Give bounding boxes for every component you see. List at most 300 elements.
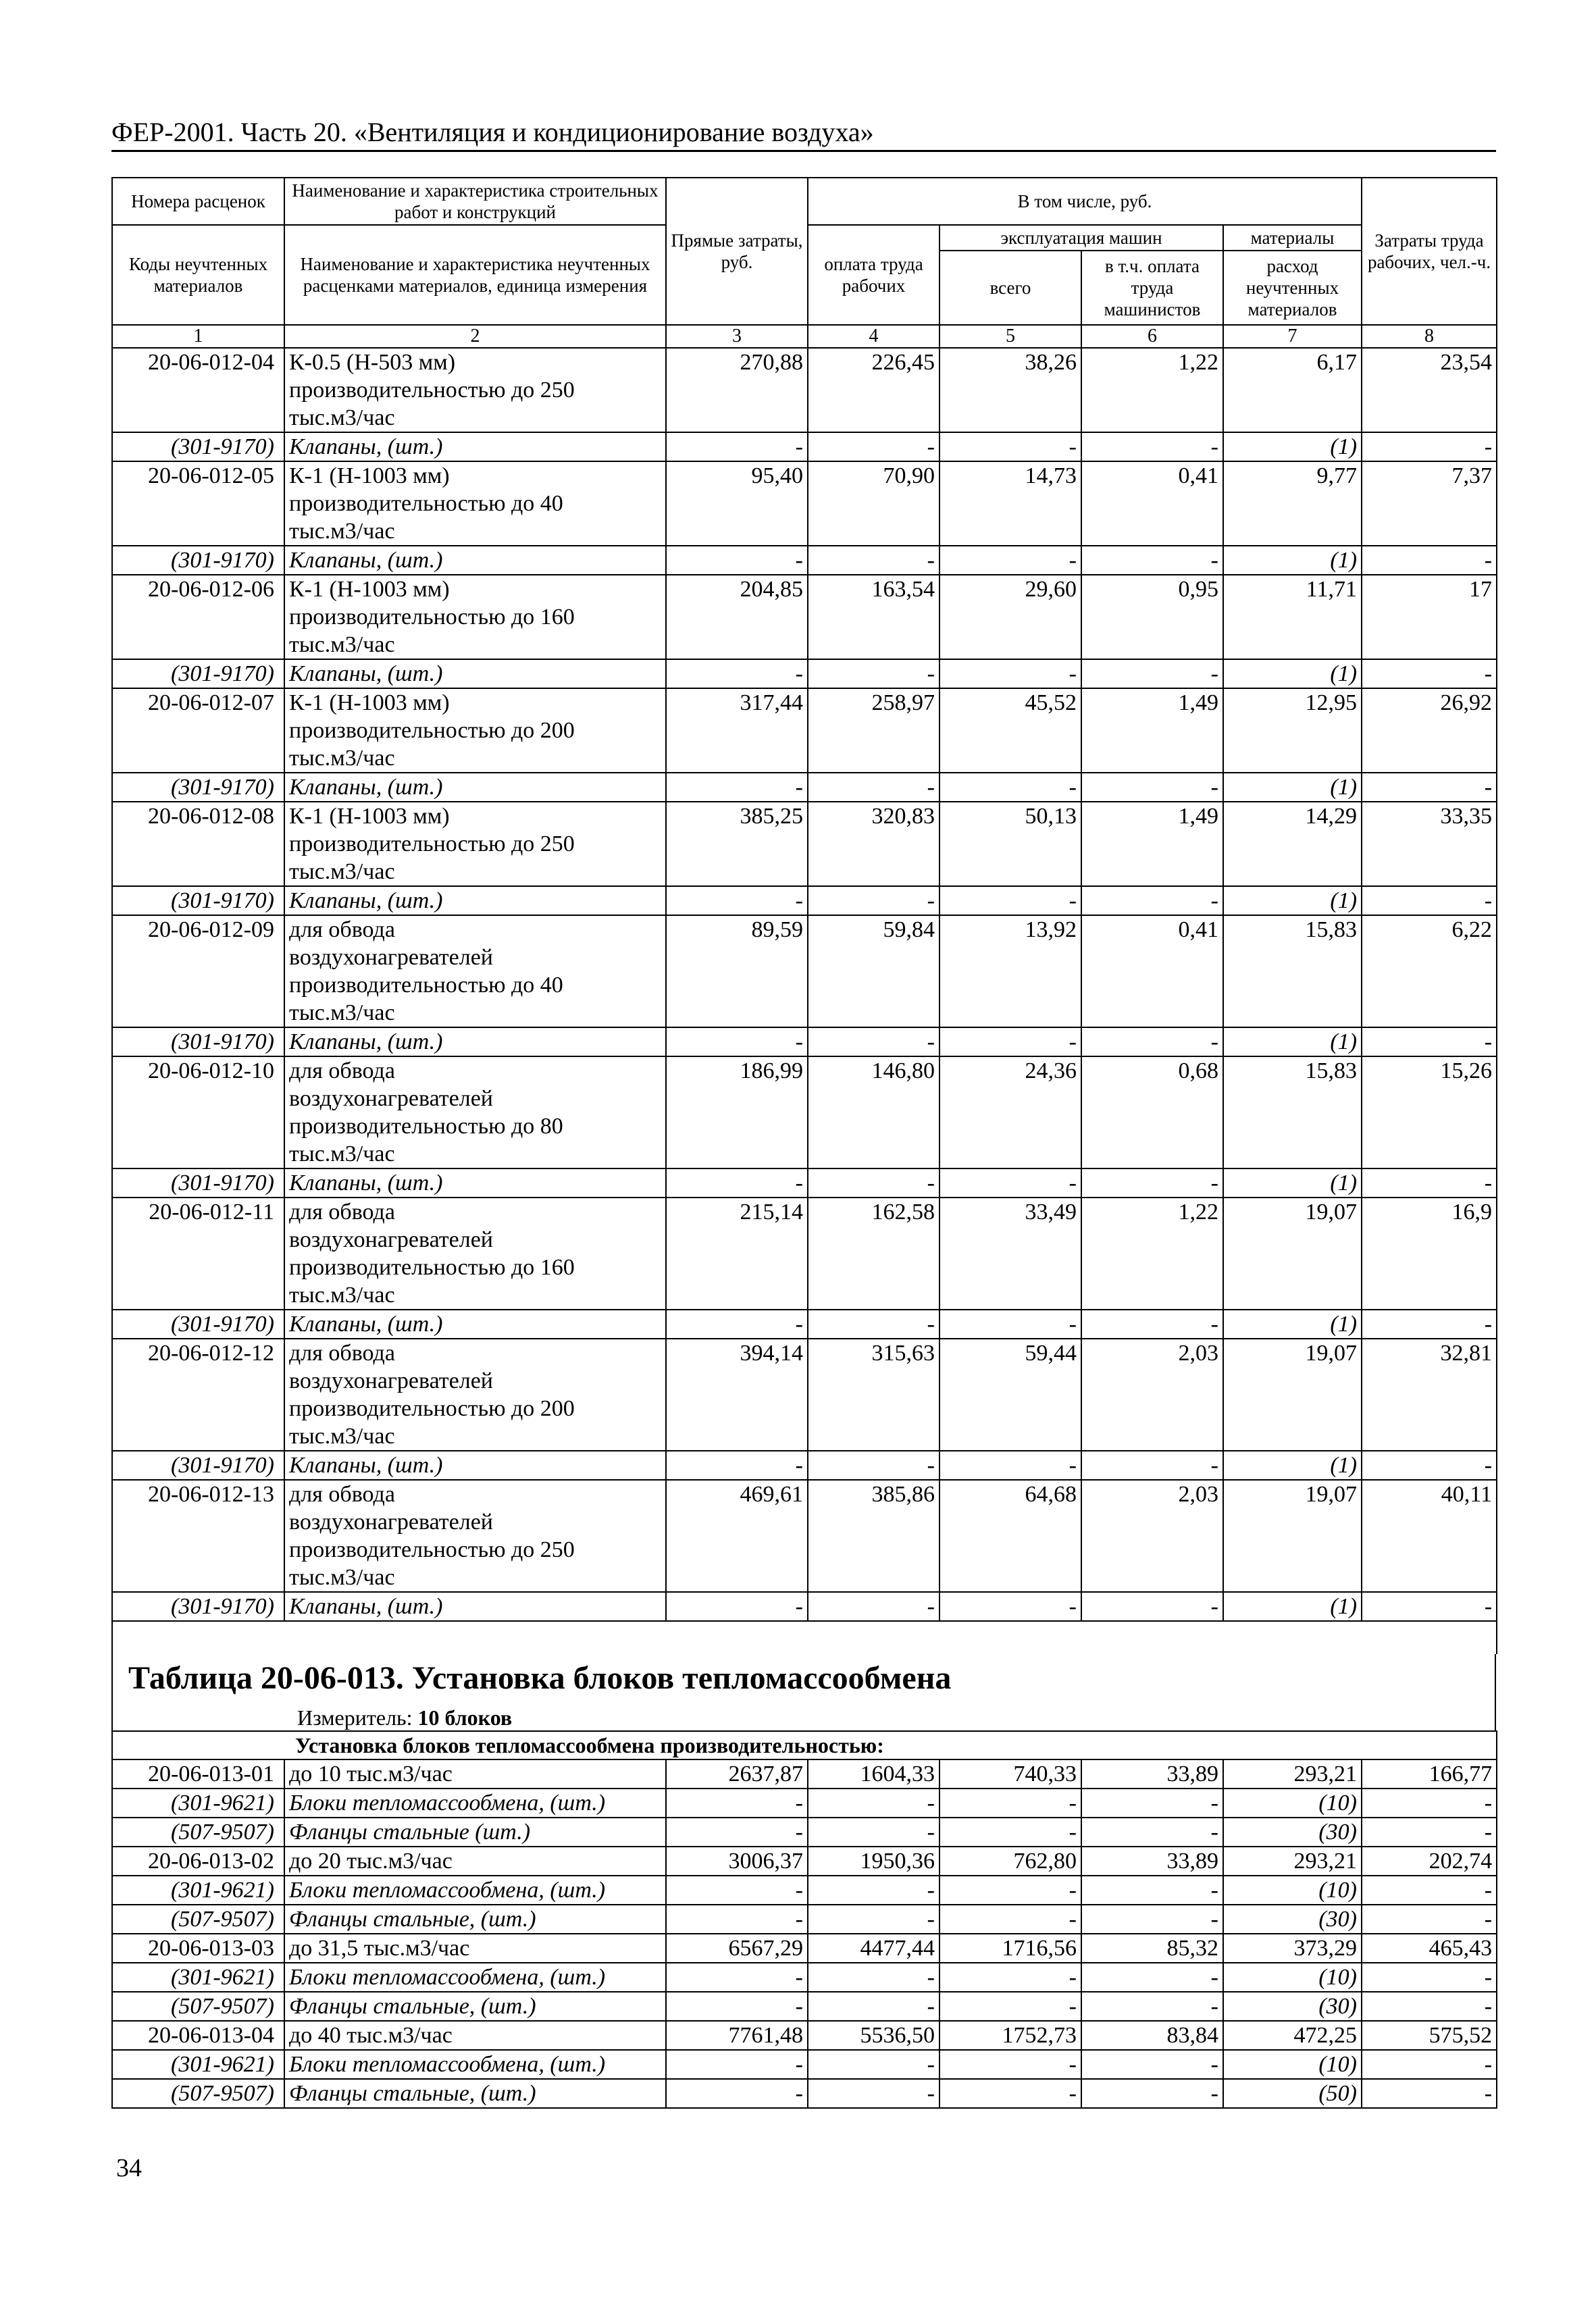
value-cell: 19,07: [1223, 1198, 1362, 1310]
rate-code: 20-06-012-09: [112, 915, 284, 1027]
work-name: до 31,5 тыс.м3/час: [284, 1934, 666, 1963]
col-number: 8: [1362, 325, 1497, 348]
value-cell: 146,80: [808, 1056, 939, 1168]
value-cell: -: [808, 1592, 939, 1621]
table-row: [112, 1339, 1497, 1451]
value-cell: 1,22: [1081, 348, 1223, 432]
col8-header: Затраты труда рабочих, чел.-ч.: [1362, 178, 1497, 325]
value-cell: 2,03: [1081, 1339, 1223, 1451]
value-cell: -: [1362, 1789, 1497, 1818]
value-cell: (30): [1223, 1905, 1362, 1934]
value-cell: -: [666, 1592, 808, 1621]
value-cell: -: [808, 1168, 939, 1198]
col-number: 2: [284, 325, 666, 348]
table2-title: Таблица 20-06-013. Установка блоков тепломассообмена: [128, 1660, 952, 1696]
work-name: до 20 тыс.м3/час: [284, 1847, 666, 1876]
empty-cell: [939, 1621, 1081, 1654]
material-code: (301-9621): [112, 2050, 284, 2079]
value-cell: 17: [1362, 575, 1497, 659]
value-cell: -: [1362, 432, 1497, 461]
value-cell: -: [666, 1818, 808, 1847]
value-cell: 40,11: [1362, 1480, 1497, 1592]
value-cell: 64,68: [939, 1480, 1081, 1592]
value-cell: 469,61: [666, 1480, 808, 1592]
material-row: [112, 1789, 1497, 1818]
rate-code: 20-06-012-05: [112, 461, 284, 546]
value-cell: -: [808, 1451, 939, 1480]
value-cell: 315,63: [808, 1339, 939, 1451]
value-cell: -: [666, 1310, 808, 1339]
value-cell: -: [1081, 1905, 1223, 1934]
table-row: [112, 1759, 1497, 1789]
rate-code: 20-06-012-10: [112, 1056, 284, 1168]
value-cell: 293,21: [1223, 1847, 1362, 1876]
value-cell: -: [939, 1168, 1081, 1198]
work-name: К-0.5 (Н-503 мм) производительностью до 250 тыс.м3/час: [284, 348, 666, 432]
material-name: Клапаны, (шт.): [284, 1027, 666, 1056]
value-cell: (30): [1223, 1992, 1362, 2021]
col3-header: Прямые затраты, руб.: [666, 178, 808, 325]
material-row: [112, 2079, 1497, 2108]
work-name: К-1 (Н-1003 мм) производительностью до 160 тыс.м3/час: [284, 575, 666, 659]
value-cell: -: [939, 432, 1081, 461]
value-cell: -: [939, 1818, 1081, 1847]
col5-header: всего: [939, 251, 1081, 325]
work-name: до 40 тыс.м3/час: [284, 2021, 666, 2050]
value-cell: -: [808, 886, 939, 915]
value-cell: -: [1081, 886, 1223, 915]
value-cell: 1,22: [1081, 1198, 1223, 1310]
value-cell: -: [808, 1905, 939, 1934]
value-cell: (30): [1223, 1818, 1362, 1847]
material-row: [112, 1992, 1497, 2021]
table-row: [112, 348, 1497, 432]
rate-code: 20-06-012-07: [112, 688, 284, 773]
value-cell: 166,77: [1362, 1759, 1497, 1789]
material-row: [112, 773, 1497, 802]
material-name: Блоки тепломассообмена, (шт.): [284, 1789, 666, 1818]
material-code: (301-9170): [112, 773, 284, 802]
value-cell: 320,83: [808, 802, 939, 886]
material-name: Клапаны, (шт.): [284, 1451, 666, 1480]
col4-header: оплата труда рабочих: [808, 225, 939, 325]
value-cell: 11,71: [1223, 575, 1362, 659]
material-name: Клапаны, (шт.): [284, 1310, 666, 1339]
value-cell: -: [939, 1451, 1081, 1480]
value-cell: -: [939, 1310, 1081, 1339]
value-cell: (1): [1223, 432, 1362, 461]
value-cell: -: [808, 1027, 939, 1056]
value-cell: -: [939, 1789, 1081, 1818]
value-cell: -: [1081, 1592, 1223, 1621]
value-cell: -: [1362, 1992, 1497, 2021]
value-cell: 0,95: [1081, 575, 1223, 659]
col-number: 5: [939, 325, 1081, 348]
value-cell: -: [666, 2079, 808, 2108]
col6-header: в т.ч. оплата труда машинистов: [1081, 251, 1223, 325]
value-cell: -: [1081, 1963, 1223, 1992]
value-cell: -: [1362, 659, 1497, 688]
material-row: [112, 1027, 1497, 1056]
material-name: Блоки тепломассообмена, (шт.): [284, 2050, 666, 2079]
material-name: Клапаны, (шт.): [284, 773, 666, 802]
value-cell: 1950,36: [808, 1847, 939, 1876]
empty-cell: [1223, 1621, 1362, 1654]
value-cell: -: [1362, 2050, 1497, 2079]
value-cell: 226,45: [808, 348, 939, 432]
rate-code: 20-06-013-02: [112, 1847, 284, 1876]
value-cell: (10): [1223, 2050, 1362, 2079]
value-cell: 472,25: [1223, 2021, 1362, 2050]
value-cell: -: [666, 1905, 808, 1934]
table-row: [112, 461, 1497, 546]
value-cell: 15,83: [1223, 915, 1362, 1027]
value-cell: -: [1081, 659, 1223, 688]
value-cell: 575,52: [1362, 2021, 1497, 2050]
work-name: для обвода воздухонагревателей производительностью до 40 тыс.м3/час: [284, 915, 666, 1027]
value-cell: -: [666, 1992, 808, 2021]
table-row: [112, 688, 1497, 773]
value-cell: -: [939, 546, 1081, 575]
value-cell: -: [1081, 1027, 1223, 1056]
material-row: [112, 659, 1497, 688]
work-name: К-1 (Н-1003 мм) производительностью до 250 тыс.м3/час: [284, 802, 666, 886]
table-row: [112, 915, 1497, 1027]
empty-cell: [1081, 1621, 1223, 1654]
value-cell: 270,88: [666, 348, 808, 432]
value-cell: 33,35: [1362, 802, 1497, 886]
value-cell: -: [808, 432, 939, 461]
value-cell: -: [666, 2050, 808, 2079]
value-cell: -: [666, 773, 808, 802]
value-cell: -: [1362, 2079, 1497, 2108]
value-cell: -: [1362, 1818, 1497, 1847]
work-name: К-1 (Н-1003 мм) производительностью до 40 тыс.м3/час: [284, 461, 666, 546]
material-name: Фланцы стальные, (шт.): [284, 2079, 666, 2108]
value-cell: -: [666, 1027, 808, 1056]
material-name: Клапаны, (шт.): [284, 1592, 666, 1621]
material-row: [112, 2050, 1497, 2079]
table-row: [112, 1056, 1497, 1168]
value-cell: -: [1081, 1818, 1223, 1847]
value-cell: 394,14: [666, 1339, 808, 1451]
material-code: (301-9170): [112, 546, 284, 575]
table-row: [112, 1847, 1497, 1876]
value-cell: -: [939, 773, 1081, 802]
value-cell: 1604,33: [808, 1759, 939, 1789]
blocks-table: [111, 1730, 1497, 2109]
value-cell: -: [939, 886, 1081, 915]
value-cell: 6567,29: [666, 1934, 808, 1963]
value-cell: -: [666, 1876, 808, 1905]
work-name: для обвода воздухонагревателей производительностью до 80 тыс.м3/час: [284, 1056, 666, 1168]
value-cell: 186,99: [666, 1056, 808, 1168]
value-cell: 13,92: [939, 915, 1081, 1027]
value-cell: 70,90: [808, 461, 939, 546]
material-name: Фланцы стальные (шт.): [284, 1818, 666, 1847]
value-cell: -: [808, 1310, 939, 1339]
material-row: [112, 1592, 1497, 1621]
value-cell: -: [1362, 1876, 1497, 1905]
value-cell: -: [808, 1992, 939, 2021]
spacer-row: [112, 1621, 1497, 1654]
material-code: (301-9621): [112, 1789, 284, 1818]
value-cell: -: [808, 2050, 939, 2079]
header-rule: [111, 150, 1496, 152]
value-cell: -: [1081, 1310, 1223, 1339]
value-cell: -: [1081, 1168, 1223, 1198]
value-cell: -: [808, 1818, 939, 1847]
value-cell: -: [1081, 432, 1223, 461]
value-cell: 385,86: [808, 1480, 939, 1592]
value-cell: 33,49: [939, 1198, 1081, 1310]
table-row: [112, 2021, 1497, 2050]
value-cell: -: [1081, 2050, 1223, 2079]
value-cell: -: [666, 1963, 808, 1992]
material-code: (301-9170): [112, 1592, 284, 1621]
value-cell: 3006,37: [666, 1847, 808, 1876]
work-name: К-1 (Н-1003 мм) производительностью до 200 тыс.м3/час: [284, 688, 666, 773]
value-cell: -: [1362, 773, 1497, 802]
empty-cell: [112, 1621, 284, 1654]
material-name: Клапаны, (шт.): [284, 546, 666, 575]
value-cell: 14,29: [1223, 802, 1362, 886]
value-cell: 7761,48: [666, 2021, 808, 2050]
material-row: [112, 1168, 1497, 1198]
value-cell: -: [666, 659, 808, 688]
material-code: (507-9507): [112, 1905, 284, 1934]
work-name: до 10 тыс.м3/час: [284, 1759, 666, 1789]
value-cell: 1,49: [1081, 802, 1223, 886]
value-cell: 2,03: [1081, 1480, 1223, 1592]
value-cell: -: [1081, 1451, 1223, 1480]
value-cell: 83,84: [1081, 2021, 1223, 2050]
value-cell: -: [939, 1905, 1081, 1934]
value-cell: 12,95: [1223, 688, 1362, 773]
value-cell: 0,41: [1081, 915, 1223, 1027]
value-cell: (1): [1223, 1592, 1362, 1621]
value-cell: 293,21: [1223, 1759, 1362, 1789]
value-cell: 23,54: [1362, 348, 1497, 432]
table-row: [112, 1480, 1497, 1592]
material-code: (301-9170): [112, 1027, 284, 1056]
value-cell: 33,89: [1081, 1847, 1223, 1876]
value-cell: 740,33: [939, 1759, 1081, 1789]
value-cell: -: [1362, 1905, 1497, 1934]
table-row: [112, 802, 1497, 886]
empty-cell: [808, 1621, 939, 1654]
value-cell: 26,92: [1362, 688, 1497, 773]
col2-top-header: Наименование и характеристика строительных работ и конструкций: [284, 178, 666, 225]
value-cell: -: [939, 2079, 1081, 2108]
value-cell: -: [808, 1789, 939, 1818]
col-number: 1: [112, 325, 284, 348]
material-name: Блоки тепломассообмена, (шт.): [284, 1876, 666, 1905]
value-cell: -: [939, 1027, 1081, 1056]
col-number: 7: [1223, 325, 1362, 348]
rate-code: 20-06-012-11: [112, 1198, 284, 1310]
rate-code: 20-06-012-12: [112, 1339, 284, 1451]
value-cell: 6,17: [1223, 348, 1362, 432]
material-code: (301-9170): [112, 432, 284, 461]
rate-code: 20-06-012-13: [112, 1480, 284, 1592]
value-cell: 16,9: [1362, 1198, 1497, 1310]
measure-label: Измеритель:: [297, 1705, 418, 1730]
value-cell: 29,60: [939, 575, 1081, 659]
col-number: 3: [666, 325, 808, 348]
material-row: [112, 886, 1497, 915]
value-cell: 59,44: [939, 1339, 1081, 1451]
material-row: [112, 1818, 1497, 1847]
material-code: (301-9170): [112, 1451, 284, 1480]
value-cell: 32,81: [1362, 1339, 1497, 1451]
value-cell: 95,40: [666, 461, 808, 546]
value-cell: (10): [1223, 1876, 1362, 1905]
material-row: [112, 1310, 1497, 1339]
value-cell: -: [939, 1876, 1081, 1905]
value-cell: 1752,73: [939, 2021, 1081, 2050]
material-name: Клапаны, (шт.): [284, 886, 666, 915]
value-cell: 4477,44: [808, 1934, 939, 1963]
value-cell: -: [808, 773, 939, 802]
value-cell: (1): [1223, 1451, 1362, 1480]
value-cell: 317,44: [666, 688, 808, 773]
value-cell: 19,07: [1223, 1339, 1362, 1451]
value-cell: -: [939, 659, 1081, 688]
material-row: [112, 1451, 1497, 1480]
value-cell: 6,22: [1362, 915, 1497, 1027]
value-cell: (1): [1223, 546, 1362, 575]
value-cell: 59,84: [808, 915, 939, 1027]
material-code: (301-9170): [112, 1168, 284, 1198]
value-cell: -: [666, 1168, 808, 1198]
value-cell: -: [666, 546, 808, 575]
value-cell: -: [1081, 1992, 1223, 2021]
rate-code: 20-06-013-01: [112, 1759, 284, 1789]
value-cell: 7,37: [1362, 461, 1497, 546]
table-row: [112, 575, 1497, 659]
value-cell: 385,25: [666, 802, 808, 886]
value-cell: -: [808, 2079, 939, 2108]
value-cell: 33,89: [1081, 1759, 1223, 1789]
value-cell: 89,59: [666, 915, 808, 1027]
value-cell: -: [1081, 2079, 1223, 2108]
rate-code: 20-06-012-06: [112, 575, 284, 659]
value-cell: -: [1362, 1310, 1497, 1339]
value-cell: -: [1081, 1876, 1223, 1905]
value-cell: -: [808, 546, 939, 575]
value-cell: -: [1081, 1789, 1223, 1818]
value-cell: -: [939, 1592, 1081, 1621]
value-cell: 0,41: [1081, 461, 1223, 546]
value-cell: 0,68: [1081, 1056, 1223, 1168]
col-number: 6: [1081, 325, 1223, 348]
value-cell: 373,29: [1223, 1934, 1362, 1963]
material-row: [112, 432, 1497, 461]
value-cell: -: [939, 1963, 1081, 1992]
empty-cell: [284, 1621, 666, 1654]
material-name: Фланцы стальные, (шт.): [284, 1905, 666, 1934]
material-code: (301-9170): [112, 659, 284, 688]
material-code: (507-9507): [112, 1992, 284, 2021]
value-cell: (1): [1223, 773, 1362, 802]
material-code: (507-9507): [112, 2079, 284, 2108]
value-cell: (50): [1223, 2079, 1362, 2108]
rates-table: [111, 177, 1497, 1654]
section-title: Установка блоков тепломассообмена производительностью:: [112, 1731, 1497, 1759]
rate-code: 20-06-012-08: [112, 802, 284, 886]
material-code: (301-9170): [112, 1310, 284, 1339]
col2-bottom-header: Наименование и характеристика неучтенных расценками материалов, единица измерения: [284, 225, 666, 325]
table-row: [112, 1934, 1497, 1963]
value-cell: 5536,50: [808, 2021, 939, 2050]
group-header: В том числе, руб.: [808, 178, 1362, 225]
rate-code: 20-06-013-04: [112, 2021, 284, 2050]
table-row: [112, 1198, 1497, 1310]
value-cell: 9,77: [1223, 461, 1362, 546]
value-cell: -: [1362, 1027, 1497, 1056]
material-row: [112, 1963, 1497, 1992]
page-header: ФЕР-2001. Часть 20. «Вентиляция и кондиционирование воздуха»: [111, 117, 874, 147]
empty-cell: [666, 1621, 808, 1654]
value-cell: (10): [1223, 1789, 1362, 1818]
material-row: [112, 1905, 1497, 1934]
col1-top-header: Номера расценок: [112, 178, 284, 225]
material-code: (507-9507): [112, 1818, 284, 1847]
value-cell: (1): [1223, 1310, 1362, 1339]
value-cell: 1716,56: [939, 1934, 1081, 1963]
value-cell: -: [808, 659, 939, 688]
material-code: (301-9621): [112, 1876, 284, 1905]
value-cell: 19,07: [1223, 1480, 1362, 1592]
value-cell: 258,97: [808, 688, 939, 773]
materials-group-header: материалы: [1223, 225, 1362, 251]
value-cell: 163,54: [808, 575, 939, 659]
value-cell: 162,58: [808, 1198, 939, 1310]
material-row: [112, 1876, 1497, 1905]
material-row: [112, 546, 1497, 575]
value-cell: 202,74: [1362, 1847, 1497, 1876]
work-name: для обвода воздухонагревателей производительностью до 200 тыс.м3/час: [284, 1339, 666, 1451]
value-cell: 45,52: [939, 688, 1081, 773]
work-name: для обвода воздухонагревателей производительностью до 160 тыс.м3/час: [284, 1198, 666, 1310]
page-number: 34: [116, 2154, 142, 2182]
value-cell: (1): [1223, 659, 1362, 688]
value-cell: -: [1362, 1168, 1497, 1198]
work-name: для обвода воздухонагревателей производительностью до 250 тыс.м3/час: [284, 1480, 666, 1592]
material-name: Клапаны, (шт.): [284, 432, 666, 461]
value-cell: 215,14: [666, 1198, 808, 1310]
rate-code: 20-06-013-03: [112, 1934, 284, 1963]
value-cell: -: [939, 1992, 1081, 2021]
value-cell: -: [1362, 1451, 1497, 1480]
value-cell: 204,85: [666, 575, 808, 659]
value-cell: (1): [1223, 1027, 1362, 1056]
machine-group-header: эксплуатация машин: [939, 225, 1223, 251]
value-cell: -: [1362, 546, 1497, 575]
material-name: Блоки тепломассообмена, (шт.): [284, 1963, 666, 1992]
value-cell: 24,36: [939, 1056, 1081, 1168]
material-name: Клапаны, (шт.): [284, 659, 666, 688]
material-name: Клапаны, (шт.): [284, 1168, 666, 1198]
value-cell: -: [808, 1963, 939, 1992]
value-cell: 1,49: [1081, 688, 1223, 773]
value-cell: (10): [1223, 1963, 1362, 1992]
empty-cell: [1362, 1621, 1497, 1654]
col-number: 4: [808, 325, 939, 348]
material-code: (301-9621): [112, 1963, 284, 1992]
value-cell: -: [1081, 546, 1223, 575]
